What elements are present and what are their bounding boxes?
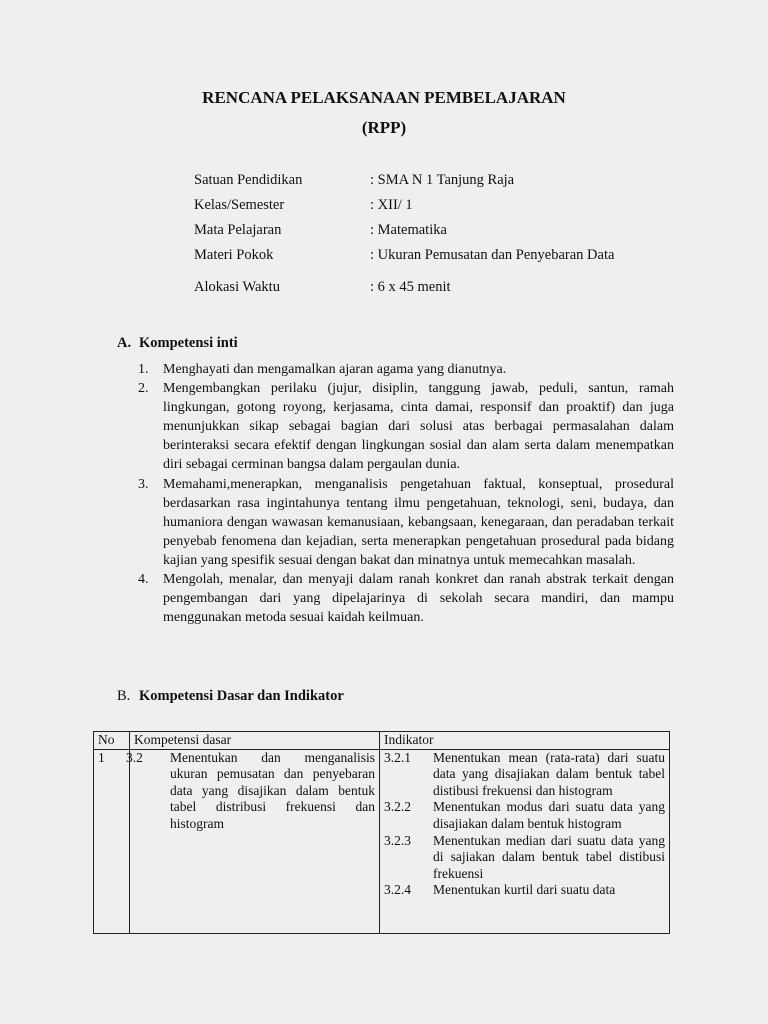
section-title: Kompetensi Dasar dan Indikator <box>139 688 344 704</box>
document-title: RENCANA PELAKSANAAN PEMBELAJARAN <box>202 88 566 107</box>
list-text: Menghayati dan mengamalkan ajaran agama yang dianutnya. <box>163 362 507 377</box>
list-text: Mengolah, menalar, dan menyaji dalam ranah konkret dan ranah abstrak terkait dengan pengembangan dari yang dipelajarinya di sekolah secara mandiri, dan mampu menggunakan metoda sesuai kaidah keilmuan. <box>163 572 674 626</box>
info-key: Mata Pelajaran <box>194 222 282 238</box>
info-value: : Matematika <box>370 222 447 238</box>
list-item <box>138 570 674 627</box>
indikator-code: 3.2.4 <box>384 882 411 898</box>
table-header-row <box>94 732 670 750</box>
row-number: 1 <box>94 749 130 933</box>
list-text: Mengembangkan perilaku (jujur, disiplin, tanggung jawab, peduli, santun, ramah lingkungan, gotong royong, kerjasama, cinta damai, responsif dan proaktif) dan juga menunjukkan sikap sebagai bagian dari solusi atas berbagai permasalahan dalam berinteraksi secara efektif dengan lingkungan sosial dan alam serta dalam menempatkan diri sebagai cerminan bangsa dalam pergaulan dunia. <box>163 381 674 473</box>
info-value: : SMA N 1 Tanjung Raja <box>370 172 515 188</box>
info-value: : 6 x 45 menit <box>370 279 451 295</box>
indikator-code: 3.2.1 <box>384 749 411 765</box>
indikator-code: 3.2.2 <box>384 799 411 815</box>
list-item <box>138 360 674 379</box>
section-marker: B. <box>117 688 131 704</box>
list-number: 3. <box>138 476 149 492</box>
indikator-item <box>384 750 665 800</box>
list-number: 2. <box>138 381 149 397</box>
column-header-indikator: Indikator <box>380 732 670 750</box>
column-header-no: No <box>94 732 130 750</box>
indikator-text: Menentukan kurtil dari suatu data <box>433 882 616 898</box>
indikator-text: Menentukan modus dari suatu data yang disajiakan dalam bentuk histogram <box>433 799 665 831</box>
section-marker: A. <box>117 335 132 351</box>
indikator-text: Menentukan median dari suatu data yang di sajiakan dalam bentuk tabel distibusi frekuensi <box>433 832 665 881</box>
indikator-text: Menentukan mean (rata-rata) dari suatu data yang disajiakan dalam bentuk tabel distibusi frekuensi dan histogram <box>433 749 665 798</box>
list-text: Memahami,menerapkan, menganalisis pengetahuan faktual, konseptual, prosedural berdasarkan rasa ingintahunya tentang ilmu pengetahuan, teknologi, seni, budaya, dan humaniora dengan wawasan kemanusiaan, kebangsaan, kenegaraan, dan peradaban terkait penyebab fenomena dan kejadian, serta menerapkan pengetahuan prosedural pada bidang kajian yang spesifik sesuai dengan bakat dan minatnya untuk memecahkan masalah. <box>163 476 674 568</box>
list-item <box>138 475 674 570</box>
info-key: Alokasi Waktu <box>194 279 280 295</box>
kompetensi-table <box>93 731 670 934</box>
indikator-cell <box>380 749 670 933</box>
kompetensi-item <box>126 749 375 833</box>
table-row <box>94 749 670 933</box>
indikator-item <box>384 799 665 832</box>
indikator-item <box>384 882 665 899</box>
kompetensi-text: Menentukan dan menganalisis ukuran pemusatan dan penyebaran data yang disajikan dalam bentuk tabel distribusi frekuensi dan histogram <box>170 749 375 831</box>
section-title: Kompetensi inti <box>139 335 238 351</box>
list-number: 4. <box>138 572 149 588</box>
kompetensi-cell <box>126 749 380 933</box>
kompetensi-inti-list <box>138 360 674 627</box>
info-key: Satuan Pendidikan <box>194 172 303 188</box>
list-number: 1. <box>138 362 149 377</box>
info-value: : Ukuran Pemusatan dan Penyebaran Data <box>370 247 615 263</box>
kompetensi-code: 3.2 <box>126 749 143 765</box>
document-subtitle: (RPP) <box>361 118 407 137</box>
info-value: : XII/ 1 <box>370 197 413 213</box>
column-header-kompetensi: Kompetensi dasar <box>130 732 380 750</box>
info-key: Kelas/Semester <box>194 197 285 213</box>
indikator-code: 3.2.3 <box>384 832 411 848</box>
indikator-item <box>384 833 665 883</box>
list-item <box>138 379 674 474</box>
info-key: Materi Pokok <box>194 247 274 263</box>
